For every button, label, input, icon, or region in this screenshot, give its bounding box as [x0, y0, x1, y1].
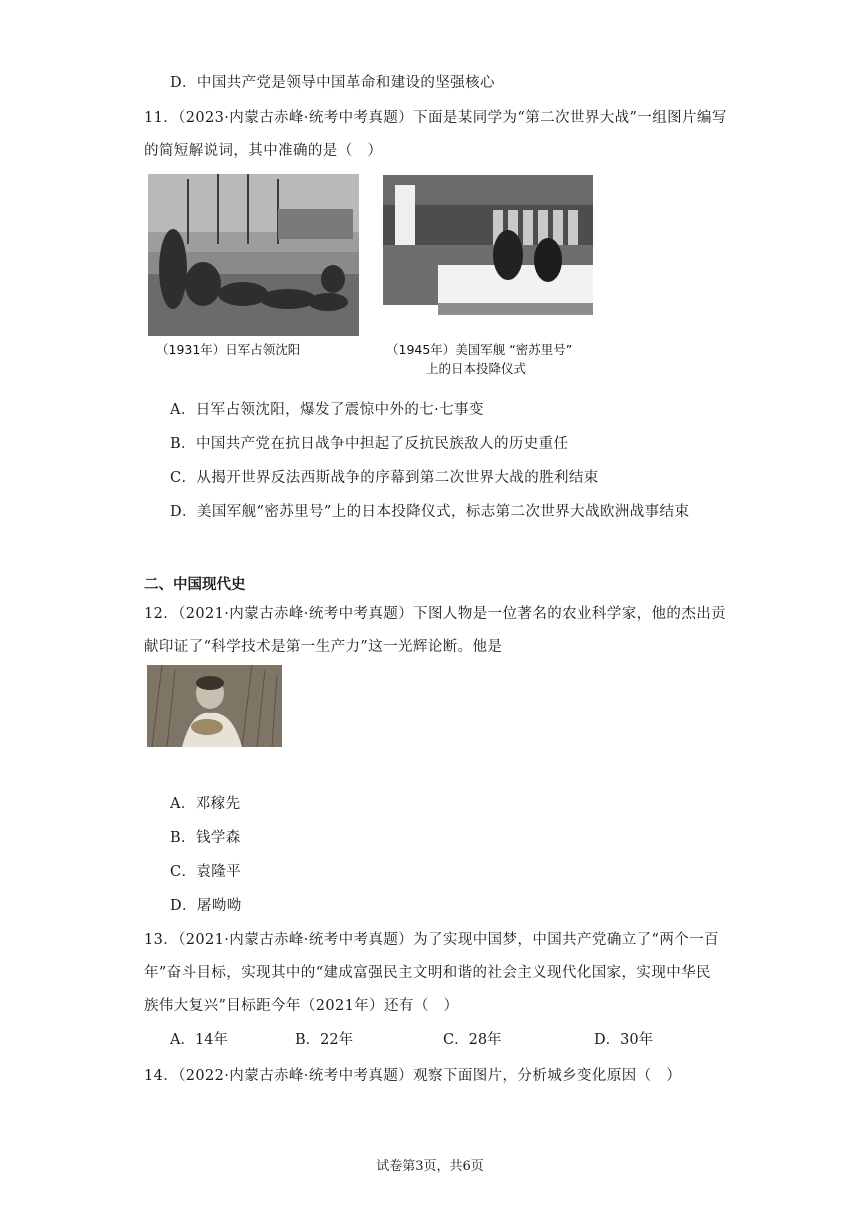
q11-image2-caption-line1: （1945年）美国军舰 “密苏里号” [386, 342, 573, 357]
q13-option-a: A．14年 [170, 1032, 228, 1048]
q12-stem-line2: 献印证了“科学技术是第一生产力”这一光辉论断。他是 [144, 639, 503, 655]
q11-photo-1945 [383, 175, 593, 335]
q12-option-c: C．袁隆平 [170, 864, 242, 880]
q13-stem-line2: 年”奋斗目标，实现其中的“建成富强民主文明和谐的社会主义现代化国家，实现中华民 [144, 965, 711, 981]
q13-options [170, 1030, 690, 1050]
q12-option-a: A．邓稼先 [170, 796, 241, 812]
q12-stem-line1: 12．（2021·内蒙古赤峰·统考中考真题）下图人物是一位著名的农业科学家，他的杰出贡 [144, 606, 727, 622]
q11-image1-caption: （1931年）日军占领沈阳 [156, 342, 301, 357]
q12-option-d: D．屠呦呦 [170, 898, 242, 914]
q13-option-c: C．28年 [443, 1032, 502, 1048]
q10-option-d: D．中国共产党是领导中国革命和建设的坚强核心 [170, 75, 495, 91]
q11-stem-line2: 的简短解说词，其中准确的是（ ） [144, 143, 383, 159]
q11-option-a: A．日军占领沈阳，爆发了震惊中外的七·七事变 [170, 402, 484, 418]
q13-option-b: B．22年 [295, 1032, 354, 1048]
q14-stem: 14．（2022·内蒙古赤峰·统考中考真题）观察下面图片，分析城乡变化原因（ ） [144, 1068, 682, 1084]
q11-option-d: D．美国军舰“密苏里号”上的日本投降仪式，标志第二次世界大战欧洲战事结束 [170, 504, 690, 520]
q13-stem-line1: 13．（2021·内蒙古赤峰·统考中考真题）为了实现中国梦，中国共产党确立了“两个一百 [144, 932, 719, 948]
q11-stem-line1: 11．（2023·内蒙古赤峰·统考中考真题）下面是某同学为“第二次世界大战”一组图片编写 [144, 110, 727, 126]
section-title: 二、中国现代史 [144, 577, 246, 593]
q11-option-b: B．中国共产党在抗日战争中担起了反抗民族敌人的历史重任 [170, 436, 569, 452]
q12-option-b: B．钱学森 [170, 830, 241, 846]
q12-photo-scientist [147, 665, 282, 747]
q13-option-d: D．30年 [594, 1032, 654, 1048]
q11-image2-caption-line2: 上的日本投降仪式 [426, 361, 527, 376]
q11-photo-1931 [148, 174, 359, 336]
q13-stem-line3: 族伟大复兴”目标距今年（2021年）还有（ ） [144, 998, 459, 1014]
q11-option-c: C．从揭开世界反法西斯战争的序幕到第二次世界大战的胜利结束 [170, 470, 599, 486]
page-footer: 试卷第3页，共6页 [376, 1159, 484, 1174]
